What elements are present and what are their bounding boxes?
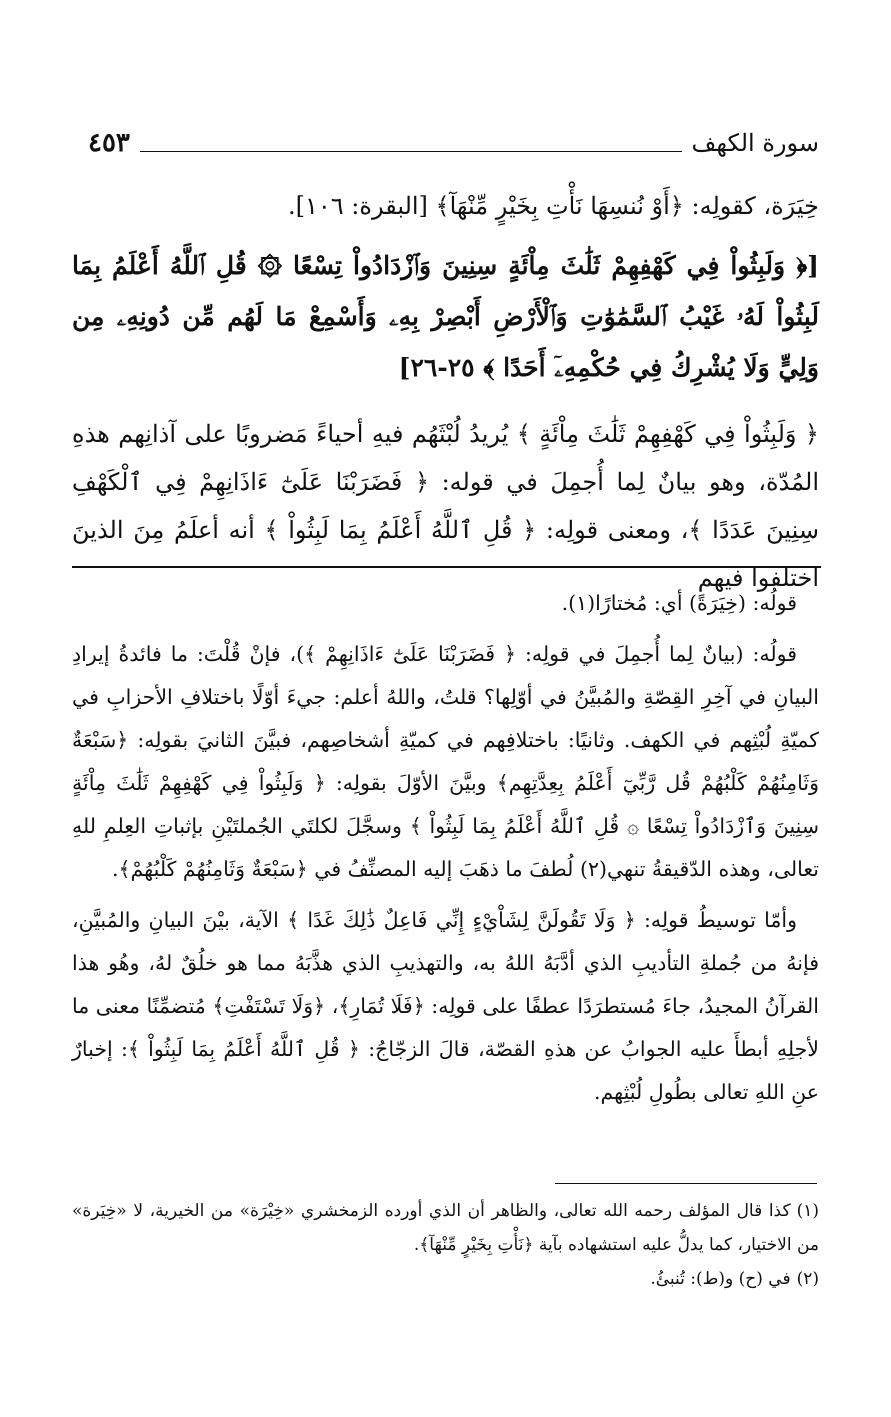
footnotes bbox=[72, 1194, 819, 1296]
tafsir-text: ﴿ وَلَبِثُواْ فِي كَهْفِهِمْ ثَلَٰثَ مِاْئَةٍ ﴾ يُريدُ لُبْثَهُم فيهِ أحياءً مَضروبًا على آذانِهم هذهِ المُدّة، وهو بيانٌ لِما أُجمِلَ في قوله: ﴿ فَضَرَبْنَا عَلَىٰٓ ءَاذَانِهِمْ فِي ٱلْكَهْفِ سِنِينَ عَدَدًا ﴾، ومعنى قولِه: ﴿ قُلِ ٱللَّهُ أَعْلَمُ بِمَا لَبِثُواْ ﴾ أنه أعلَمُ مِنَ الذينَ اختلفوا فيهم bbox=[72, 420, 820, 592]
section-divider bbox=[72, 566, 821, 568]
footnote-rule bbox=[555, 1183, 817, 1184]
surah-title: سورة الكهف bbox=[691, 129, 819, 157]
page-header bbox=[88, 118, 819, 158]
footnote-number: (٢) bbox=[796, 1269, 819, 1289]
commentary-paragraph: قولُه: (بيانٌ لِما أُجمِلَ في قولِه: ﴿ فَضَرَبْنَا عَلَىٰٓ ءَاذَانِهِمْ ﴾)، فإنْ قُلْتَ: ما فائدةُ إيرادِ البيانِ في آخِرِ القِصّةِ والمُبيَّنُ في أوّلِها؟ قلتُ، واللهُ أعلم: جيءَ أوّلًا باختلافِ الأحزابِ في كميّةِ لُبْثِهم في الكهف. وثانيًا: باختلافِهم في كميّةِ أشخاصِهم، فبيَّنَ الثانيَ بقولِه: ﴿سَبْعَةٌ وَثَامِنُهُمْ كَلْبُهُمْ قُل رَّبِّيٓ أَعْلَمُ بِعِدَّتِهِم﴾ وبيَّنَ الأوّلَ بقولِه: ﴿ وَلَبِثُواْ فِي كَهْفِهِمْ ثَلَٰثَ مِاْئَةٍ سِنِينَ وَٱزْدَادُواْ تِسْعًا ۞ قُلِ ٱللَّهُ أَعْلَمُ بِمَا لَبِثُواْ ﴾ وسجَّلَ لكلتَي الجُملتَيْنِ بإثباتِ العِلمِ للهِ تعالى، وهذه الدّقيقةُ تنهي(٢) لُطفَ ما ذهَبَ إليه المصنِّفُ في ﴿سَبْعَةٌ وَثَامِنُهُمْ كَلْبُهُمْ﴾. bbox=[72, 642, 819, 881]
header-rule bbox=[140, 151, 682, 152]
commentary-section bbox=[72, 582, 819, 1114]
lead-line: خِيَرَة، كقولِه: ﴿أَوْ نُنسِهَا نَأْتِ بِخَيْرٍ مِّنْهَآ﴾ [البقرة: ١٠٦]. bbox=[287, 192, 819, 220]
commentary-paragraph: قولُه: (خِيَرَةً) أي: مُختارًا(١). bbox=[561, 591, 797, 615]
commentary-paragraph: وأمّا توسيطُ قولِه: ﴿ وَلَا تَقُولَنَّ لِشَاْيْءٍ إِنِّي فَاعِلٌ ذَٰلِكَ غَدًا ﴾ الآية، بيْنَ البيانِ والمُبيَّنِ، فإنهُ من جُملةِ التأديبِ الذي أدَّبَهُ اللهُ به، والتهذيبِ الذي هذَّبَهُ مما هو خلُقٌ لهُ، وهُو هذا القرآنُ المجيدُ، جاءَ مُستطرَدًا عطفًا على قولِه: ﴿فَلَا تُمَارِ﴾، ﴿وَلَا تَسْتَفْتِ﴾ مُتضمِّنًا معنى ما لأجلِهِ أبطأَ عليه الجوابُ عن هذهِ القصّة، قالَ الزجّاجُ: ﴿ قُلِ ٱللَّهُ أَعْلَمُ بِمَا لَبِثُواْ ﴾: إخبارٌ عنِ اللهِ تعالى بطُولِ لُبْثِهم. bbox=[72, 908, 819, 1104]
footnote-number: (١) bbox=[796, 1201, 819, 1221]
page-number: ٤٥٣ bbox=[88, 128, 130, 158]
footnote-text: كذا قال المؤلف رحمه الله تعالى، والظاهر أن الذي أورده الزمخشري «خِيْرَة» من الخيرية، لا «خِيَرة» من الاختيار، كما يدلُّ عليه استشهاده بآية ﴿نَأْتِ بِخَيْرٍ مِّنْهَآ﴾. bbox=[72, 1201, 819, 1255]
footnote bbox=[72, 1262, 819, 1296]
footnote-text: في (ح) و(ط): تُنبئُ. bbox=[650, 1269, 791, 1289]
quran-verse-block: [﴿ وَلَبِثُواْ فِي كَهْفِهِمْ ثَلَٰثَ مِاْئَةٍ سِنِينَ وَٱزْدَادُواْ تِسْعًا ۞ قُلِ ٱللَّهُ أَعْلَمُ بِمَا لَبِثُواْ لَهُۥ غَيْبُ ٱلسَّمَٰوَٰتِ وَٱلْأَرْضِ أَبْصِرْ بِهِۦ وَأَسْمِعْ مَا لَهُم مِّن دُونِهِۦ مِن وَلِيٍّ وَلَا يُشْرِكُ فِي حُكْمِهِۦٓ أَحَدًا ﴾ ٢٥-٢٦] bbox=[72, 251, 819, 382]
footnote bbox=[72, 1194, 819, 1262]
